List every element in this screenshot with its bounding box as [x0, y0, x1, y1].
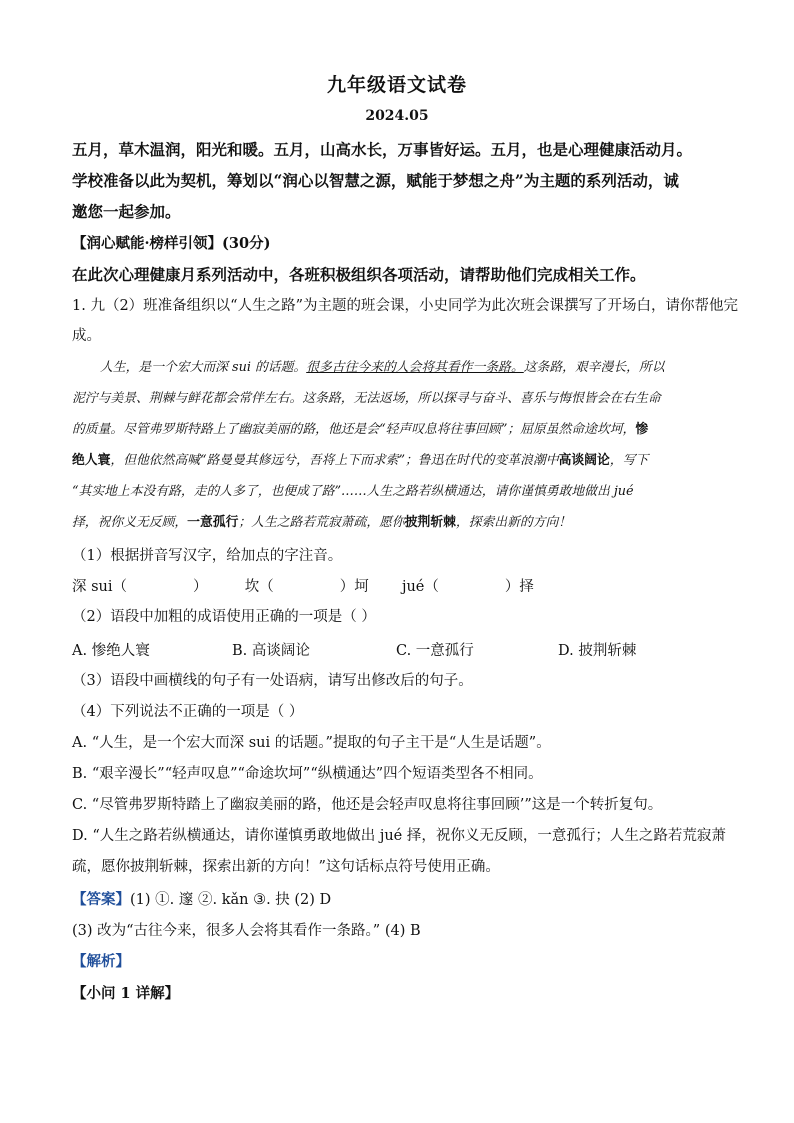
- option-a[interactable]: A. 惨绝人寰: [72, 643, 150, 659]
- passage-text: 这条路，艰辛漫长，所以: [523, 360, 665, 375]
- question-1-stem-line-2: 成。: [72, 328, 101, 344]
- sub-question-2: （2）语段中加粗的成语使用正确的一项是（ ）: [72, 609, 376, 625]
- detail-label: 【小问 1 详解】: [72, 985, 180, 1002]
- blank-prompt: ）: [193, 579, 208, 595]
- option-b[interactable]: B. 高谈阔论: [232, 643, 310, 659]
- underlined-sentence: 很多古往今来的人会将其看作一条路。: [306, 360, 524, 375]
- answer-line-1: [72, 890, 331, 910]
- section-instruction: 在此次心理健康月系列活动中，各班积极组织各项活动，请帮助他们完成相关工作。: [72, 265, 646, 284]
- bold-idiom: 一意孤行: [187, 515, 239, 530]
- answer-label: 【答案】: [72, 891, 130, 908]
- exam-title: 九年级语文试卷: [326, 74, 467, 96]
- intro-line-3: 邀您一起参加。: [72, 202, 181, 221]
- option-c[interactable]: C. “尽管弗罗斯特踏上了幽寂美丽的路，他还是会轻声叹息将往事回顾’”这是一个转折复句。: [72, 797, 663, 813]
- passage-text: 人生，是一个宏大而深 sui 的话题。: [100, 360, 307, 375]
- passage-text: ，但他依然高喊“路曼曼其修远兮，吾将上下而求索”；鲁迅在时代的变革浪潮中: [110, 453, 559, 468]
- passage-line-1: [100, 358, 665, 378]
- blank-prompt: jué（: [401, 579, 439, 595]
- sub-question-3: （3）语段中画横线的句子有一处语病，请写出修改后的句子。: [72, 673, 473, 689]
- intro-line-2: 学校准备以此为契机，筹划以“润心以智慧之源，赋能于梦想之舟”为主题的系列活动，诚: [72, 171, 679, 190]
- option-d-continued: 疏，愿你披荆斩棘，探索出新的方向！”这句话标点符号使用正确。: [72, 859, 500, 875]
- section-heading: 【润心赋能·榜样引领】(30分): [72, 235, 271, 252]
- passage-text: ，探索出新的方向！: [455, 515, 572, 530]
- exam-date: 2024.05: [365, 108, 429, 124]
- passage-text: 择，祝你义无反顾，: [72, 515, 188, 530]
- sub-question-4: （4）下列说法不正确的一项是（ ）: [72, 704, 304, 720]
- bold-idiom-fragment: 绝人寰: [72, 453, 111, 468]
- option-a[interactable]: A. “人生，是一个宏大而深 sui 的话题。”提取的句子主干是“人生是话题”。: [72, 735, 551, 751]
- passage-text: 的质量。尽管弗罗斯特路上了幽寂美丽的路，他还是会“轻声叹息将往事回顾”；屈原虽然命途坎坷，: [72, 422, 636, 437]
- blank-prompt: ）择: [504, 579, 534, 595]
- option-d[interactable]: D. 披荆斩棘: [558, 643, 637, 659]
- blank-prompt: ）坷: [339, 579, 369, 595]
- bold-idiom-fragment: 惨: [635, 422, 649, 437]
- bold-idiom: 披荆斩棘: [404, 515, 456, 530]
- bold-idiom: 高谈阔论: [558, 453, 610, 468]
- sub-question-1: （1）根据拼音写汉字，给加点的字注音。: [72, 548, 343, 564]
- option-b[interactable]: B. “艰辛漫长”“轻声叹息”“命途坎坷”“纵横通达”四个短语类型各不相同。: [72, 766, 543, 782]
- blank-prompt: 坎（: [244, 579, 274, 595]
- option-c[interactable]: C. 一意孤行: [396, 643, 474, 659]
- passage-line-5: “其实地上本没有路，走的人多了，也便成了路”……人生之路若纵横通达，请你谨慎勇敢地做出 jué: [72, 484, 634, 499]
- blank-prompt: 深 sui（: [72, 579, 128, 595]
- passage-line-6: [72, 513, 571, 533]
- passage-line-4: [72, 451, 648, 471]
- question-1-stem-line-1: 1. 九（2）班准备组织以“人生之路”为主题的班会课，小史同学为此次班会课撰写了开场白，请你帮他完: [72, 298, 738, 314]
- answer-text: (1) ①. 邃 ②. kǎn ③. 抉 (2) D: [130, 892, 332, 908]
- intro-line-1: 五月，草木温润，阳光和暖。五月，山高水长，万事皆好运。五月，也是心理健康活动月。: [72, 140, 693, 159]
- analysis-label: 【解析】: [72, 953, 130, 970]
- sub-question-1-blanks: [72, 577, 534, 597]
- passage-text: ，写下: [609, 453, 649, 468]
- answer-line-2: (3) 改为“古往今来，很多人会将其看作一条路。” (4) B: [72, 923, 421, 939]
- option-d[interactable]: D. “人生之路若纵横通达，请你谨慎勇敢地做出 jué 择，祝你义无反顾，一意孤行；人生之路若荒寂萧: [72, 828, 726, 844]
- passage-line-3: [72, 420, 648, 440]
- passage-line-2: 泥泞与美景、荆棘与鲜花都会常伴左右。这条路，无法返场，所以探寻与奋斗、喜乐与悔恨皆会在右生命: [72, 391, 661, 406]
- passage-text: ；人生之路若荒寂萧疏，愿你: [238, 515, 405, 530]
